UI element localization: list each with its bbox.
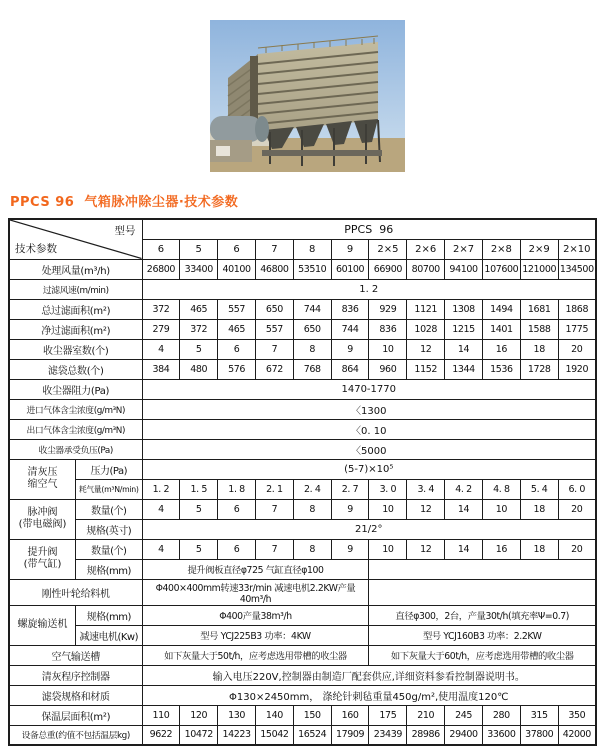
span-value-cell: Φ130×2450mm， 涤纶针刺毡重量450g/m²,使用温度120℃ — [142, 685, 596, 705]
value-cell: 80700 — [407, 259, 445, 279]
table-row — [9, 419, 596, 439]
value-cell: 836 — [331, 299, 369, 319]
span-value-cell: 输入电压220V,控制器由制造厂配套供应,详细资料参看控制器说明书。 — [142, 665, 596, 685]
value-cell: 110 — [142, 705, 180, 725]
table-row — [9, 279, 596, 299]
split-value-cell — [369, 579, 596, 605]
value-cell: 5. 4 — [520, 479, 558, 499]
corner-label-params: 技术参数 — [15, 242, 57, 255]
value-cell: 16524 — [293, 725, 331, 745]
value-cell: 134500 — [558, 259, 596, 279]
table-row — [9, 339, 596, 359]
row-label: 清灰程序控制器 — [9, 665, 142, 685]
value-cell: 20 — [558, 499, 596, 519]
table-row — [9, 539, 596, 559]
row-group-label-line: 螺旋输送机 — [17, 619, 68, 630]
value-cell: 9622 — [142, 725, 180, 745]
value-cell: 107600 — [482, 259, 520, 279]
table-row — [9, 459, 596, 479]
row-group-label-line: (带电磁阀) — [18, 519, 67, 530]
value-cell: 16 — [482, 539, 520, 559]
value-cell: 2. 4 — [293, 479, 331, 499]
value-cell: 12 — [407, 539, 445, 559]
value-cell: 1028 — [407, 319, 445, 339]
value-cell: 210 — [407, 705, 445, 725]
value-cell: 372 — [180, 319, 218, 339]
row-label: 滤袋规格和材质 — [9, 685, 142, 705]
value-cell: 4 — [142, 339, 180, 359]
row-group-label-line: 提升阀 — [27, 547, 58, 558]
value-cell: 53510 — [293, 259, 331, 279]
row-sublabel: 规格(英寸) — [76, 519, 143, 539]
value-cell: 160 — [331, 705, 369, 725]
value-cell: 33400 — [180, 259, 218, 279]
value-cell: 18 — [520, 339, 558, 359]
header-row-series — [9, 219, 596, 239]
value-cell: 279 — [142, 319, 180, 339]
value-cell: 10472 — [180, 725, 218, 745]
table-row — [9, 399, 596, 419]
row-label: 进口气体含尘浓度(g/m³N) — [9, 399, 142, 419]
value-cell: 29400 — [445, 725, 483, 745]
value-cell: 6 — [218, 339, 256, 359]
corner-label-model: 型号 — [114, 225, 136, 237]
row-group-label — [9, 605, 76, 645]
value-cell: 42000 — [558, 725, 596, 745]
row-sublabel: 减速电机(Kw) — [76, 625, 143, 645]
value-cell: 15042 — [255, 725, 293, 745]
value-cell: 1308 — [445, 299, 483, 319]
value-cell: 8 — [293, 339, 331, 359]
model-header-cell: 7 — [255, 239, 293, 259]
value-cell: 280 — [482, 705, 520, 725]
value-cell: 175 — [369, 705, 407, 725]
value-cell: 480 — [180, 359, 218, 379]
span-value-cell: 〈0. 10 — [142, 419, 596, 439]
table-row — [9, 559, 596, 579]
value-cell: 1215 — [445, 319, 483, 339]
corner-cell — [9, 219, 142, 259]
row-sublabel: 压力(Pa) — [76, 459, 143, 479]
value-cell: 6 — [218, 539, 256, 559]
value-cell: 10 — [482, 499, 520, 519]
row-group-label-line: 清灰压 — [27, 467, 58, 478]
row-group-label-line: 脉冲阀 — [27, 507, 58, 518]
span-value-cell: 21/2° — [142, 519, 596, 539]
split-value-cell: 型号 YCJ160B3 功率：2.2KW — [369, 625, 596, 645]
value-cell: 4 — [142, 539, 180, 559]
value-cell: 672 — [255, 359, 293, 379]
model-header-cell: 2×8 — [482, 239, 520, 259]
table-row — [9, 479, 596, 499]
value-cell: 18 — [520, 539, 558, 559]
value-cell: 1344 — [445, 359, 483, 379]
value-cell: 10 — [369, 499, 407, 519]
value-cell: 557 — [255, 319, 293, 339]
model-header-cell: 8 — [293, 239, 331, 259]
value-cell: 1401 — [482, 319, 520, 339]
table-row — [9, 319, 596, 339]
value-cell: 7 — [255, 539, 293, 559]
value-cell: 14 — [445, 339, 483, 359]
table-row — [9, 665, 596, 685]
row-label: 收尘器承受负压(Pa) — [9, 439, 142, 459]
row-group-label — [9, 539, 76, 579]
row-sublabel: 数量(个) — [76, 539, 143, 559]
row-label: 刚性叶轮给料机 — [9, 579, 142, 605]
value-cell: 1121 — [407, 299, 445, 319]
value-cell: 8 — [293, 499, 331, 519]
model-header-cell: 2×9 — [520, 239, 558, 259]
value-cell: 3. 0 — [369, 479, 407, 499]
span-value-cell: 〈5000 — [142, 439, 596, 459]
dust-collector-photo — [210, 20, 405, 172]
span-value-cell: 1. 2 — [142, 279, 596, 299]
row-label: 滤袋总数(个) — [9, 359, 142, 379]
row-group-label — [9, 499, 76, 539]
value-cell: 7 — [255, 499, 293, 519]
value-cell: 7 — [255, 339, 293, 359]
page-title: PPCS 96 气箱脉冲除尘器·技术参数 — [10, 195, 239, 210]
model-header-cell: 2×6 — [407, 239, 445, 259]
table-row — [9, 379, 596, 399]
row-label: 收尘器阻力(Pa) — [9, 379, 142, 399]
value-cell: 33600 — [482, 725, 520, 745]
value-cell: 14 — [445, 499, 483, 519]
value-cell: 744 — [331, 319, 369, 339]
table-row — [9, 359, 596, 379]
value-cell: 4 — [142, 499, 180, 519]
row-label: 过滤风速(m/min) — [9, 279, 142, 299]
row-label: 空气输送槽 — [9, 645, 142, 665]
table-row — [9, 259, 596, 279]
dust-collector-photo-art — [210, 20, 405, 172]
value-cell: 17909 — [331, 725, 369, 745]
model-header-cell: 2×7 — [445, 239, 483, 259]
value-cell: 1. 8 — [218, 479, 256, 499]
value-cell: 20 — [558, 339, 596, 359]
row-group-label-line: 缩空气 — [27, 479, 58, 490]
value-cell: 2. 1 — [255, 479, 293, 499]
table-row — [9, 439, 596, 459]
value-cell: 150 — [293, 705, 331, 725]
split-value-cell: Φ400×400mm转速33r/min 减速电机2.2KW产量40m³/h — [142, 579, 369, 605]
value-cell: 5 — [180, 339, 218, 359]
span-value-cell: 〈1300 — [142, 399, 596, 419]
value-cell: 40100 — [218, 259, 256, 279]
spec-table-body — [9, 259, 596, 745]
value-cell: 140 — [255, 705, 293, 725]
value-cell: 836 — [369, 319, 407, 339]
row-group-label-line: (带气缸) — [23, 559, 62, 570]
value-cell: 6. 0 — [558, 479, 596, 499]
value-cell: 1681 — [520, 299, 558, 319]
value-cell: 1. 5 — [180, 479, 218, 499]
model-header-cell: 5 — [180, 239, 218, 259]
value-cell: 9 — [331, 539, 369, 559]
value-cell: 46800 — [255, 259, 293, 279]
value-cell: 1728 — [520, 359, 558, 379]
table-row — [9, 645, 596, 665]
span-value-cell: (5-7)×10⁵ — [142, 459, 596, 479]
value-cell: 4. 8 — [482, 479, 520, 499]
row-sublabel: 规格(mm) — [76, 559, 143, 579]
value-cell: 5 — [180, 539, 218, 559]
value-cell: 576 — [218, 359, 256, 379]
row-label: 出口气体含尘浓度(g/m³N) — [9, 419, 142, 439]
row-sublabel: 耗气量(m³N/min) — [76, 479, 143, 499]
value-cell: 372 — [142, 299, 180, 319]
table-row — [9, 519, 596, 539]
value-cell: 60100 — [331, 259, 369, 279]
value-cell: 130 — [218, 705, 256, 725]
value-cell: 465 — [180, 299, 218, 319]
value-cell: 650 — [293, 319, 331, 339]
table-row — [9, 625, 596, 645]
value-cell: 2. 7 — [331, 479, 369, 499]
row-label: 净过滤面积(m²) — [9, 319, 142, 339]
value-cell: 37800 — [520, 725, 558, 745]
split-value-cell: 提升阀板直径φ725 气缸直径φ100 — [142, 559, 369, 579]
value-cell: 744 — [293, 299, 331, 319]
value-cell: 14223 — [218, 725, 256, 745]
value-cell: 1920 — [558, 359, 596, 379]
row-group-label — [9, 459, 76, 499]
value-cell: 1152 — [407, 359, 445, 379]
value-cell: 5 — [180, 499, 218, 519]
table-row — [9, 725, 596, 745]
value-cell: 121000 — [520, 259, 558, 279]
value-cell: 94100 — [445, 259, 483, 279]
table-row — [9, 579, 596, 605]
split-value-cell: 如下灰量大于50t/h，应考虑选用带槽的收尘器 — [142, 645, 369, 665]
model-header-cell: 2×5 — [369, 239, 407, 259]
table-row — [9, 299, 596, 319]
spec-table — [8, 218, 597, 746]
value-cell: 1775 — [558, 319, 596, 339]
value-cell: 28986 — [407, 725, 445, 745]
table-row — [9, 685, 596, 705]
value-cell: 120 — [180, 705, 218, 725]
value-cell: 6 — [218, 499, 256, 519]
value-cell: 16 — [482, 339, 520, 359]
table-row — [9, 705, 596, 725]
value-cell: 1. 2 — [142, 479, 180, 499]
split-value-cell: 直径φ300，2台，产量30t/h(填充率Ψ=0.7) — [369, 605, 596, 625]
value-cell: 1868 — [558, 299, 596, 319]
value-cell: 245 — [445, 705, 483, 725]
value-cell: 10 — [369, 539, 407, 559]
value-cell: 4. 2 — [445, 479, 483, 499]
value-cell: 315 — [520, 705, 558, 725]
split-value-cell: 如下灰量大于60t/h，应考虑选用带槽的收尘器 — [369, 645, 596, 665]
row-label: 收尘器室数(个) — [9, 339, 142, 359]
row-label: 总过滤面积(m²) — [9, 299, 142, 319]
span-value-cell: 1470-1770 — [142, 379, 596, 399]
row-label: 设备总重(约值不包括温层kg) — [9, 725, 142, 745]
value-cell: 66900 — [369, 259, 407, 279]
value-cell: 1494 — [482, 299, 520, 319]
value-cell: 350 — [558, 705, 596, 725]
value-cell: 10 — [369, 339, 407, 359]
split-value-cell: Φ400产量38m³/h — [142, 605, 369, 625]
row-label: 处理风量(m³/h) — [9, 259, 142, 279]
value-cell: 465 — [218, 319, 256, 339]
value-cell: 650 — [255, 299, 293, 319]
value-cell: 9 — [331, 339, 369, 359]
value-cell: 20 — [558, 539, 596, 559]
value-cell: 960 — [369, 359, 407, 379]
value-cell: 18 — [520, 499, 558, 519]
model-header-cell: 6 — [142, 239, 180, 259]
value-cell: 864 — [331, 359, 369, 379]
value-cell: 23439 — [369, 725, 407, 745]
model-header-cell: 2×10 — [558, 239, 596, 259]
split-value-cell — [369, 559, 596, 579]
value-cell: 768 — [293, 359, 331, 379]
series-header: PPCS 96 — [142, 219, 596, 239]
value-cell: 12 — [407, 339, 445, 359]
value-cell: 3. 4 — [407, 479, 445, 499]
value-cell: 1588 — [520, 319, 558, 339]
value-cell: 557 — [218, 299, 256, 319]
value-cell: 1536 — [482, 359, 520, 379]
model-header-cell: 9 — [331, 239, 369, 259]
row-sublabel: 规格(mm) — [76, 605, 143, 625]
row-label: 保温层面积(m²) — [9, 705, 142, 725]
value-cell: 384 — [142, 359, 180, 379]
value-cell: 26800 — [142, 259, 180, 279]
value-cell: 8 — [293, 539, 331, 559]
table-row — [9, 499, 596, 519]
row-sublabel: 数量(个) — [76, 499, 143, 519]
model-header-cell: 6 — [218, 239, 256, 259]
value-cell: 929 — [369, 299, 407, 319]
table-row — [9, 605, 596, 625]
value-cell: 12 — [407, 499, 445, 519]
value-cell: 14 — [445, 539, 483, 559]
split-value-cell: 型号 YCJ225B3 功率：4KW — [142, 625, 369, 645]
value-cell: 9 — [331, 499, 369, 519]
